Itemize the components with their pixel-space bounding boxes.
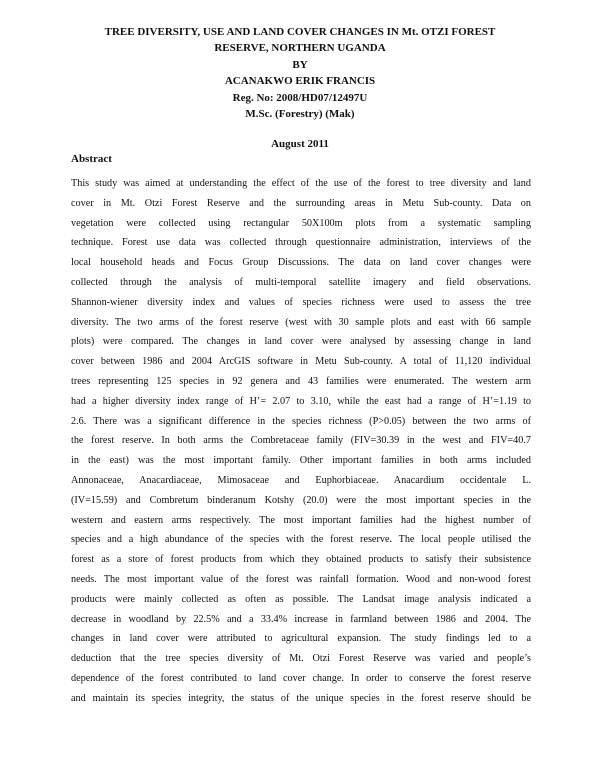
abstract-line: in the east) was the most important family. Other important families in both arms included bbox=[71, 455, 531, 467]
abstract-line: local household heads and Focus Group Discussions. The data on land cover changes were bbox=[71, 257, 531, 269]
abstract-line: collected through the analysis of multi-temporal satellite imagery and field observations. bbox=[71, 277, 531, 288]
abstract-line: decrease in woodland by 22.5% and a 33.4% increase in farmland between 1986 and 2004. The bbox=[71, 613, 531, 625]
registration-number: Reg. No: 2008/HD07/12497U bbox=[232, 92, 368, 104]
abstract-line: This study was aimed at understanding the effect of the use of the forest to tree diversity and land bbox=[71, 178, 531, 189]
thesis-title-line-2: RESERVE, NORTHERN UGANDA bbox=[214, 42, 386, 54]
abstract-line: trees representing 125 species in 92 genera and 43 families were enumerated. The western arm bbox=[71, 376, 531, 387]
abstract-line: the forest reserve. In both arms the Combretaceae family (FIV=30.39 in the west and FIV=40.7 bbox=[71, 435, 531, 447]
abstract-line: had a higher diversity index range of H’= 2.07 to 3.10, while the east had a range of H’=1.19 to bbox=[71, 395, 531, 407]
abstract-heading: Abstract bbox=[71, 153, 112, 165]
abstract-line: forest as a store of forest products from which they obtained products to satisfy their subsistence bbox=[71, 554, 531, 566]
abstract-line: needs. The most important value of the forest was rainfall formation. Wood and non-wood forest bbox=[71, 574, 531, 585]
degree: M.Sc. (Forestry) (Mak) bbox=[245, 108, 355, 120]
abstract-line: species and a high abundance of the species with the forest reserve. The local people utilised the bbox=[71, 534, 531, 546]
abstract-line: Annonaceae, Anacardiaceae, Mimosaceae and Euphorbiaceae. Anacardium occidentale L. bbox=[71, 475, 531, 486]
abstract-line: vegetation were collected using rectangular 50X100m plots from a systematic sampling bbox=[71, 217, 531, 229]
abstract-line: plots) were compared. The changes in land cover were analysed by assessing change in land bbox=[71, 336, 531, 348]
abstract-line: deduction that the tree species diversity of Mt. Otzi Forest Reserve was varied and people’s bbox=[71, 653, 531, 665]
date: August 2011 bbox=[271, 138, 329, 150]
abstract-line: (IV=15.59) and Combretum binderanum Kotshy (20.0) were the most important species in the bbox=[71, 494, 531, 506]
abstract-line: dependence of the forest contributed to land cover change. In order to conserve the forest reserve bbox=[71, 673, 531, 684]
abstract-line: diversity. The two arms of the forest reserve (west with 30 sample plots and east with 66 sample bbox=[71, 316, 531, 328]
abstract-line: cover between 1986 and 2004 ArcGIS software in Metu Sub-county. A total of 11,120 individual bbox=[71, 356, 531, 368]
abstract-line: changes in land cover were attributed to agricultural expansion. The study findings led to a bbox=[71, 633, 531, 645]
abstract-line: cover in Mt. Otzi Forest Reserve and the surrounding areas in Metu Sub-county. Data on bbox=[71, 197, 531, 209]
author-name: ACANAKWO ERIK FRANCIS bbox=[224, 75, 376, 87]
thesis-title-line-1: TREE DIVERSITY, USE AND LAND COVER CHANGES IN Mt. OTZI FOREST bbox=[104, 26, 496, 38]
abstract-line: products were mainly collected as often as possible. The Landsat image analysis indicated a bbox=[71, 593, 531, 605]
by-label: BY bbox=[292, 59, 308, 71]
abstract-line: Shannon-wiener diversity index and values of species richness were used to assess the tree bbox=[71, 296, 531, 308]
abstract-line: technique. Forest use data was collected through questionnaire administration, interviews of the bbox=[71, 237, 531, 249]
abstract-line: western and eastern arms respectively. The most important families had the highest number of bbox=[71, 514, 531, 526]
abstract-line: 2.6. There was a significant difference in the species richness (P>0.05) between the two arms of bbox=[71, 415, 531, 427]
abstract-line: and maintain its species integrity, the status of the unique species in the forest reserve should be bbox=[71, 692, 531, 704]
